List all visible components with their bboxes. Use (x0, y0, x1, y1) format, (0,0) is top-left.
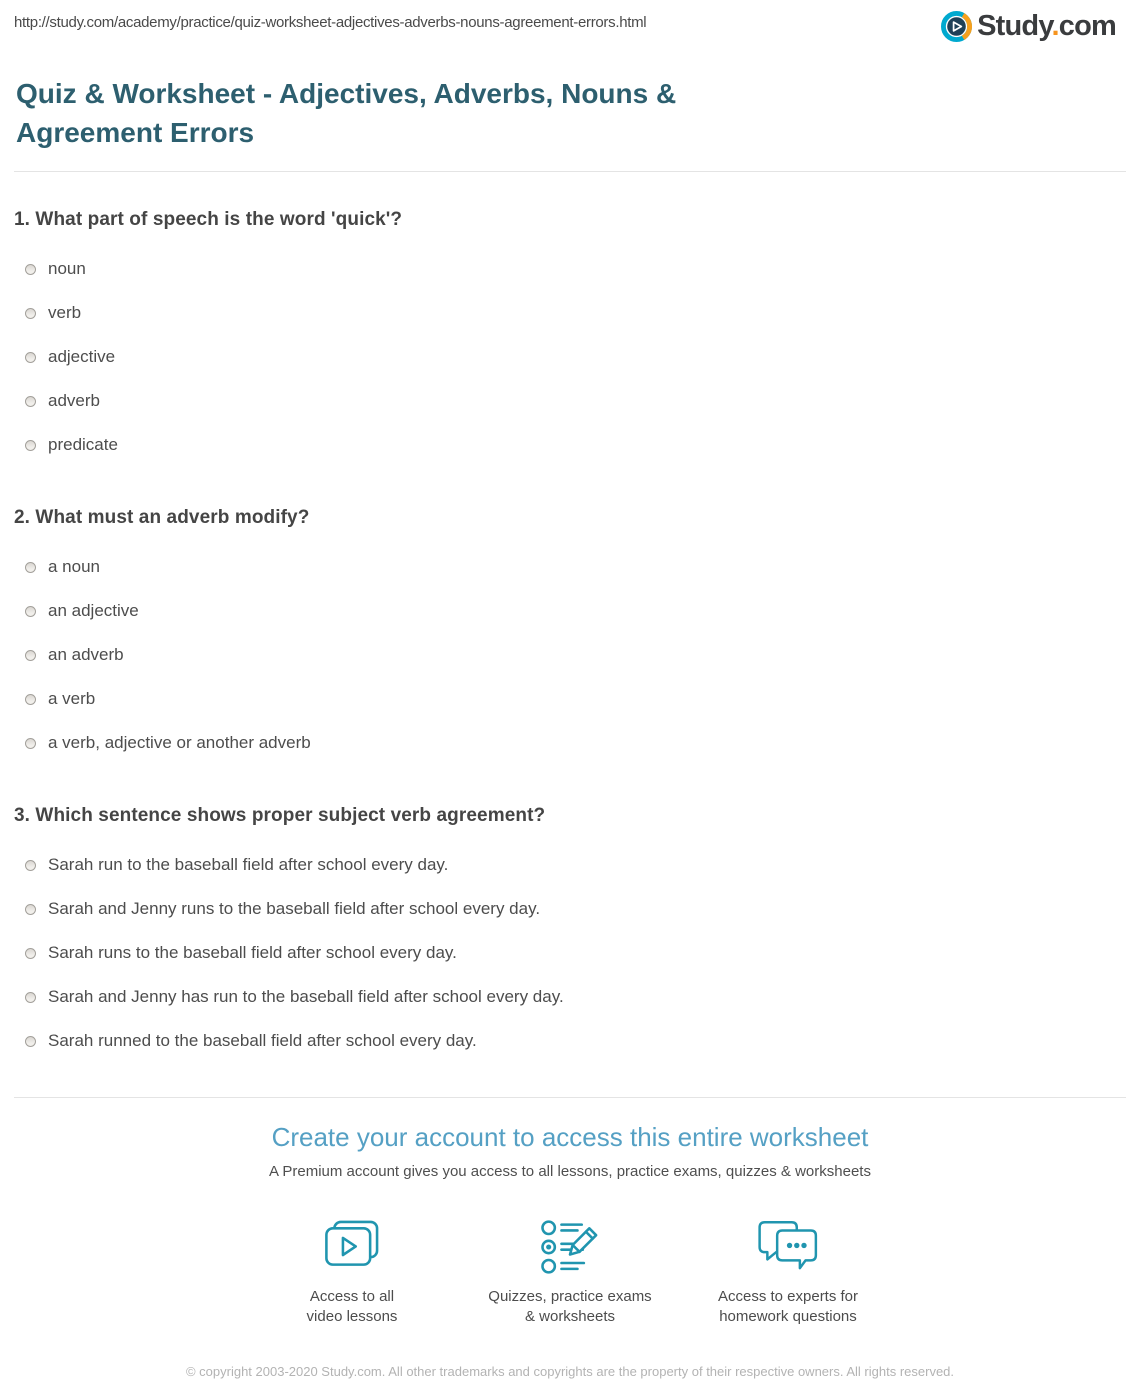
answer-option-label: adverb (48, 391, 100, 410)
answer-option-label: an adverb (48, 645, 124, 664)
cta-divider (14, 1097, 1126, 1098)
radio-button[interactable] (25, 352, 36, 363)
radio-button[interactable] (25, 606, 36, 617)
answer-option[interactable] (14, 423, 1126, 467)
answer-option-label: adjective (48, 347, 116, 366)
answer-option-label: an adjective (48, 601, 139, 620)
answer-option-label: predicate (48, 435, 118, 454)
feature-quizzes-worksheets (461, 1218, 679, 1327)
answer-option[interactable] (14, 247, 1126, 291)
radio-button[interactable] (25, 992, 36, 1003)
radio-button[interactable] (25, 1036, 36, 1047)
answer-option[interactable] (14, 931, 1126, 975)
studycom-play-icon (941, 11, 972, 42)
answer-option[interactable] (14, 545, 1126, 589)
feature-video-lessons (243, 1218, 461, 1327)
answer-option-label: Sarah runned to the baseball field after school every day. (48, 1031, 477, 1050)
feature-list (14, 1218, 1126, 1327)
radio-button[interactable] (25, 650, 36, 661)
radio-button[interactable] (25, 738, 36, 749)
feature-label: Access to experts for homework questions (717, 1288, 859, 1325)
answer-option[interactable] (14, 677, 1126, 721)
answer-option-label: a noun (48, 557, 100, 576)
cta-section (14, 1122, 1126, 1327)
radio-button[interactable] (25, 264, 36, 275)
answer-option[interactable] (14, 1019, 1126, 1063)
cta-title: Create your account to access this entire worksheet (271, 1122, 869, 1152)
copyright-notice: © copyright 2003-2020 Study.com. All other trademarks and copyrights are the property of their respective owners. All rights reserved. (185, 1364, 955, 1379)
title-divider (14, 171, 1126, 172)
question-heading: 1. What part of speech is the word 'quick'? (14, 209, 403, 230)
answer-option-label: Sarah and Jenny has run to the baseball field after school every day. (48, 987, 564, 1006)
page-url: http://study.com/academy/practice/quiz-worksheet-adjectives-adverbs-nouns-agreement-errors.html (14, 14, 647, 31)
chat-bubbles-icon (756, 1218, 820, 1276)
radio-button[interactable] (25, 904, 36, 915)
answer-option[interactable] (14, 887, 1126, 931)
radio-button[interactable] (25, 948, 36, 959)
question-heading: 2. What must an adverb modify? (14, 507, 310, 528)
answer-option[interactable] (14, 843, 1126, 887)
answer-option-label: Sarah and Jenny runs to the baseball field after school every day. (48, 899, 541, 918)
answer-option[interactable] (14, 975, 1126, 1019)
answer-option-label: a verb (48, 689, 96, 708)
answer-option-label: noun (48, 259, 86, 278)
radio-button[interactable] (25, 308, 36, 319)
studycom-logo-text: Study.com (977, 10, 1116, 42)
radio-button[interactable] (25, 440, 36, 451)
top-bar (14, 0, 1126, 50)
answer-option[interactable] (14, 633, 1126, 677)
answer-option-label: Sarah runs to the baseball field after school every day. (48, 943, 457, 962)
radio-button[interactable] (25, 396, 36, 407)
feature-homework-experts (679, 1218, 897, 1327)
page-title: Quiz & Worksheet - Adjectives, Adverbs, Nouns & Agreement Errors (16, 78, 677, 148)
quiz-pencil-icon (538, 1218, 602, 1276)
answer-option-label: Sarah run to the baseball field after school every day. (48, 855, 449, 874)
question-3 (14, 805, 1126, 1063)
question-heading: 3. Which sentence shows proper subject verb agreement? (14, 805, 546, 826)
question-2 (14, 507, 1126, 765)
answer-option-label: a verb, adjective or another adverb (48, 733, 311, 752)
answer-option[interactable] (14, 721, 1126, 765)
studycom-logo[interactable] (941, 10, 1126, 43)
feature-label: Quizzes, practice exams & worksheets (488, 1288, 652, 1325)
answer-option[interactable] (14, 589, 1126, 633)
radio-button[interactable] (25, 860, 36, 871)
answer-option[interactable] (14, 379, 1126, 423)
video-lessons-icon (320, 1218, 384, 1276)
radio-button[interactable] (25, 694, 36, 705)
cta-subtitle: A Premium account gives you access to all lessons, practice exams, quizzes & worksheets (269, 1163, 871, 1180)
answer-option[interactable] (14, 335, 1126, 379)
feature-label: Access to all video lessons (306, 1288, 398, 1325)
answer-option-label: verb (48, 303, 82, 322)
answer-option[interactable] (14, 291, 1126, 335)
radio-button[interactable] (25, 562, 36, 573)
question-1 (14, 209, 1126, 467)
